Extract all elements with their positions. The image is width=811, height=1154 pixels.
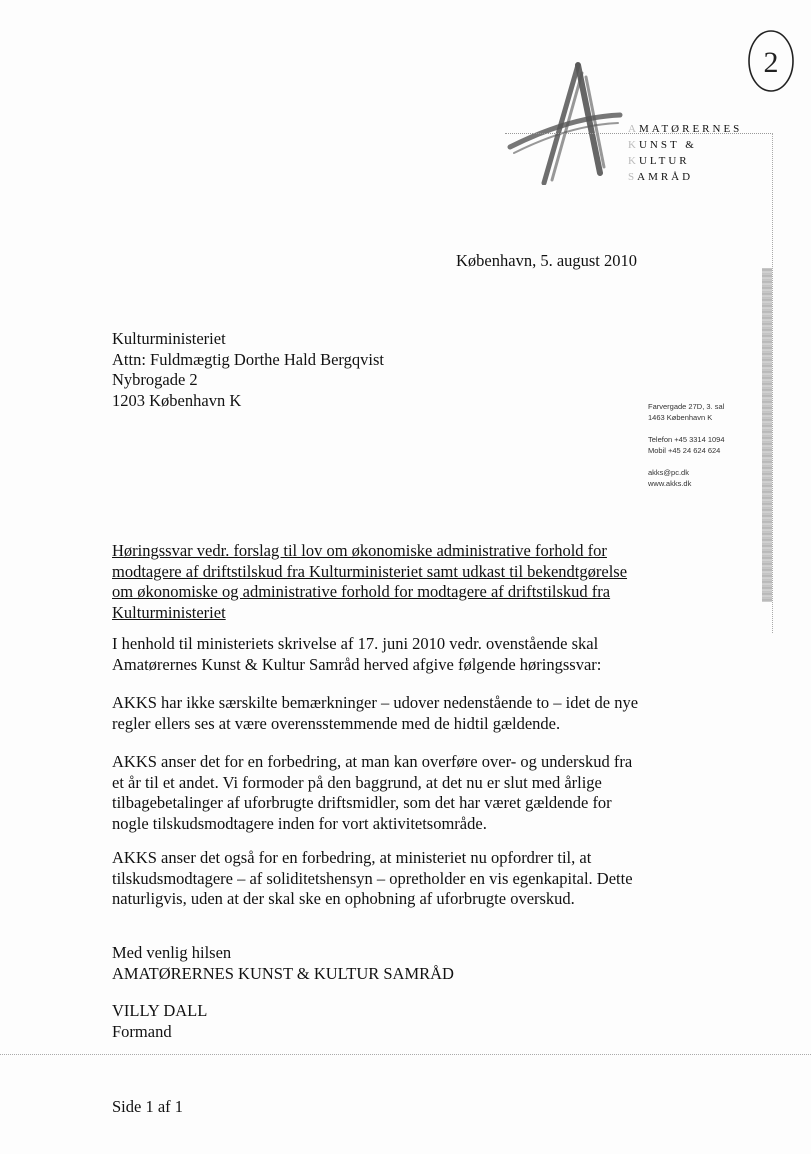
paragraph-line: et år til et andet. Vi formoder på den baggrund, at det nu er slut med årlige: [112, 772, 602, 792]
subject-line: om økonomiske og administrative forhold for modtagere af driftstilskud fra: [112, 582, 611, 601]
paragraph-line: Amatørernes Kunst & Kultur Samråd herved afgive følgende høringssvar:: [112, 654, 602, 674]
recipient-line: Nybrogade 2: [112, 370, 198, 389]
body-paragraph: [112, 634, 652, 675]
footer-rule: [0, 1054, 811, 1055]
paragraph-line: I henhold til ministeriets skrivelse af 17. juni 2010 vedr. ovenstående skal: [112, 634, 599, 653]
signature-block: [112, 1001, 207, 1042]
paragraph-line: AKKS har ikke særskilte bemærkninger – udover nedenstående to – idet de nye: [112, 693, 639, 712]
contact-address-line: Farvergade 27D, 3. sal: [648, 402, 725, 411]
contact-mobile: Mobil +45 24 624 624: [648, 446, 721, 455]
logo-line: KULTUR: [628, 155, 690, 167]
subject-line: modtagere af driftstilskud fra Kulturministeriet samt udkast til bekendtgørelse: [112, 561, 628, 581]
body-paragraph: [112, 693, 652, 734]
closing-block: [112, 943, 454, 984]
logo-wordmark: [628, 121, 742, 185]
svg-text:2: 2: [763, 46, 779, 79]
recipient-line: Kulturministeriet: [112, 329, 226, 348]
sender-contact: [648, 401, 725, 489]
body-paragraph: [112, 752, 652, 834]
body-paragraph: [112, 848, 652, 910]
subject-line: Kulturministeriet: [112, 602, 226, 622]
margin-strip: [762, 268, 772, 602]
closing-greeting: Med venlig hilsen: [112, 943, 232, 962]
date-line: København, 5. august 2010: [456, 251, 638, 270]
logo-line: KUNST &: [628, 139, 697, 151]
paragraph-line: nogle tilskudsmodtagere inden for vort aktivitetsområde.: [112, 813, 487, 833]
signer-title: Formand: [112, 1021, 172, 1041]
paragraph-line: regler ellers ses at være overensstemmende med de hidtil gældende.: [112, 713, 561, 733]
header-rule: [505, 133, 773, 134]
paragraph-line: AKKS anser det også for en forbedring, at ministeriet nu opfordrer til, at: [112, 848, 592, 867]
recipient-address: [112, 329, 384, 411]
handwritten-page-mark: [747, 28, 797, 94]
contact-email: akks@pc.dk: [648, 468, 689, 477]
closing-organization: AMATØRERNES KUNST & KULTUR SAMRÅD: [112, 963, 454, 983]
paragraph-line: tilskudsmodtagere – af soliditetshensyn – opretholder en vis egenkapital. Dette: [112, 868, 633, 888]
subject-line: Høringssvar vedr. forslag til lov om økonomiske administrative forhold for: [112, 541, 607, 560]
recipient-line: 1203 København K: [112, 390, 242, 410]
contact-web: www.akks.dk: [648, 479, 692, 488]
page-footer: Side 1 af 1: [112, 1097, 184, 1116]
margin-rule: [772, 133, 773, 633]
contact-phone: Telefon +45 3314 1094: [648, 435, 725, 444]
logo-line: SAMRÅD: [628, 171, 694, 183]
paragraph-line: naturligvis, uden at der skal ske en ophobning af uforbrugte overskud.: [112, 889, 575, 908]
paragraph-line: tilbagebetalinger af uforbrugte driftsmidler, som det har været gældende for: [112, 793, 612, 812]
akks-logo-icon: [500, 55, 630, 185]
logo-line: AMATØRERNES: [628, 123, 743, 135]
recipient-line: Attn: Fuldmægtig Dorthe Hald Bergqvist: [112, 349, 384, 369]
letter-subject: [112, 541, 652, 623]
paragraph-line: AKKS anser det for en forbedring, at man kan overføre over- og underskud fra: [112, 752, 633, 771]
signer-name: VILLY DALL: [112, 1001, 208, 1020]
contact-address-line: 1463 København K: [648, 413, 713, 422]
